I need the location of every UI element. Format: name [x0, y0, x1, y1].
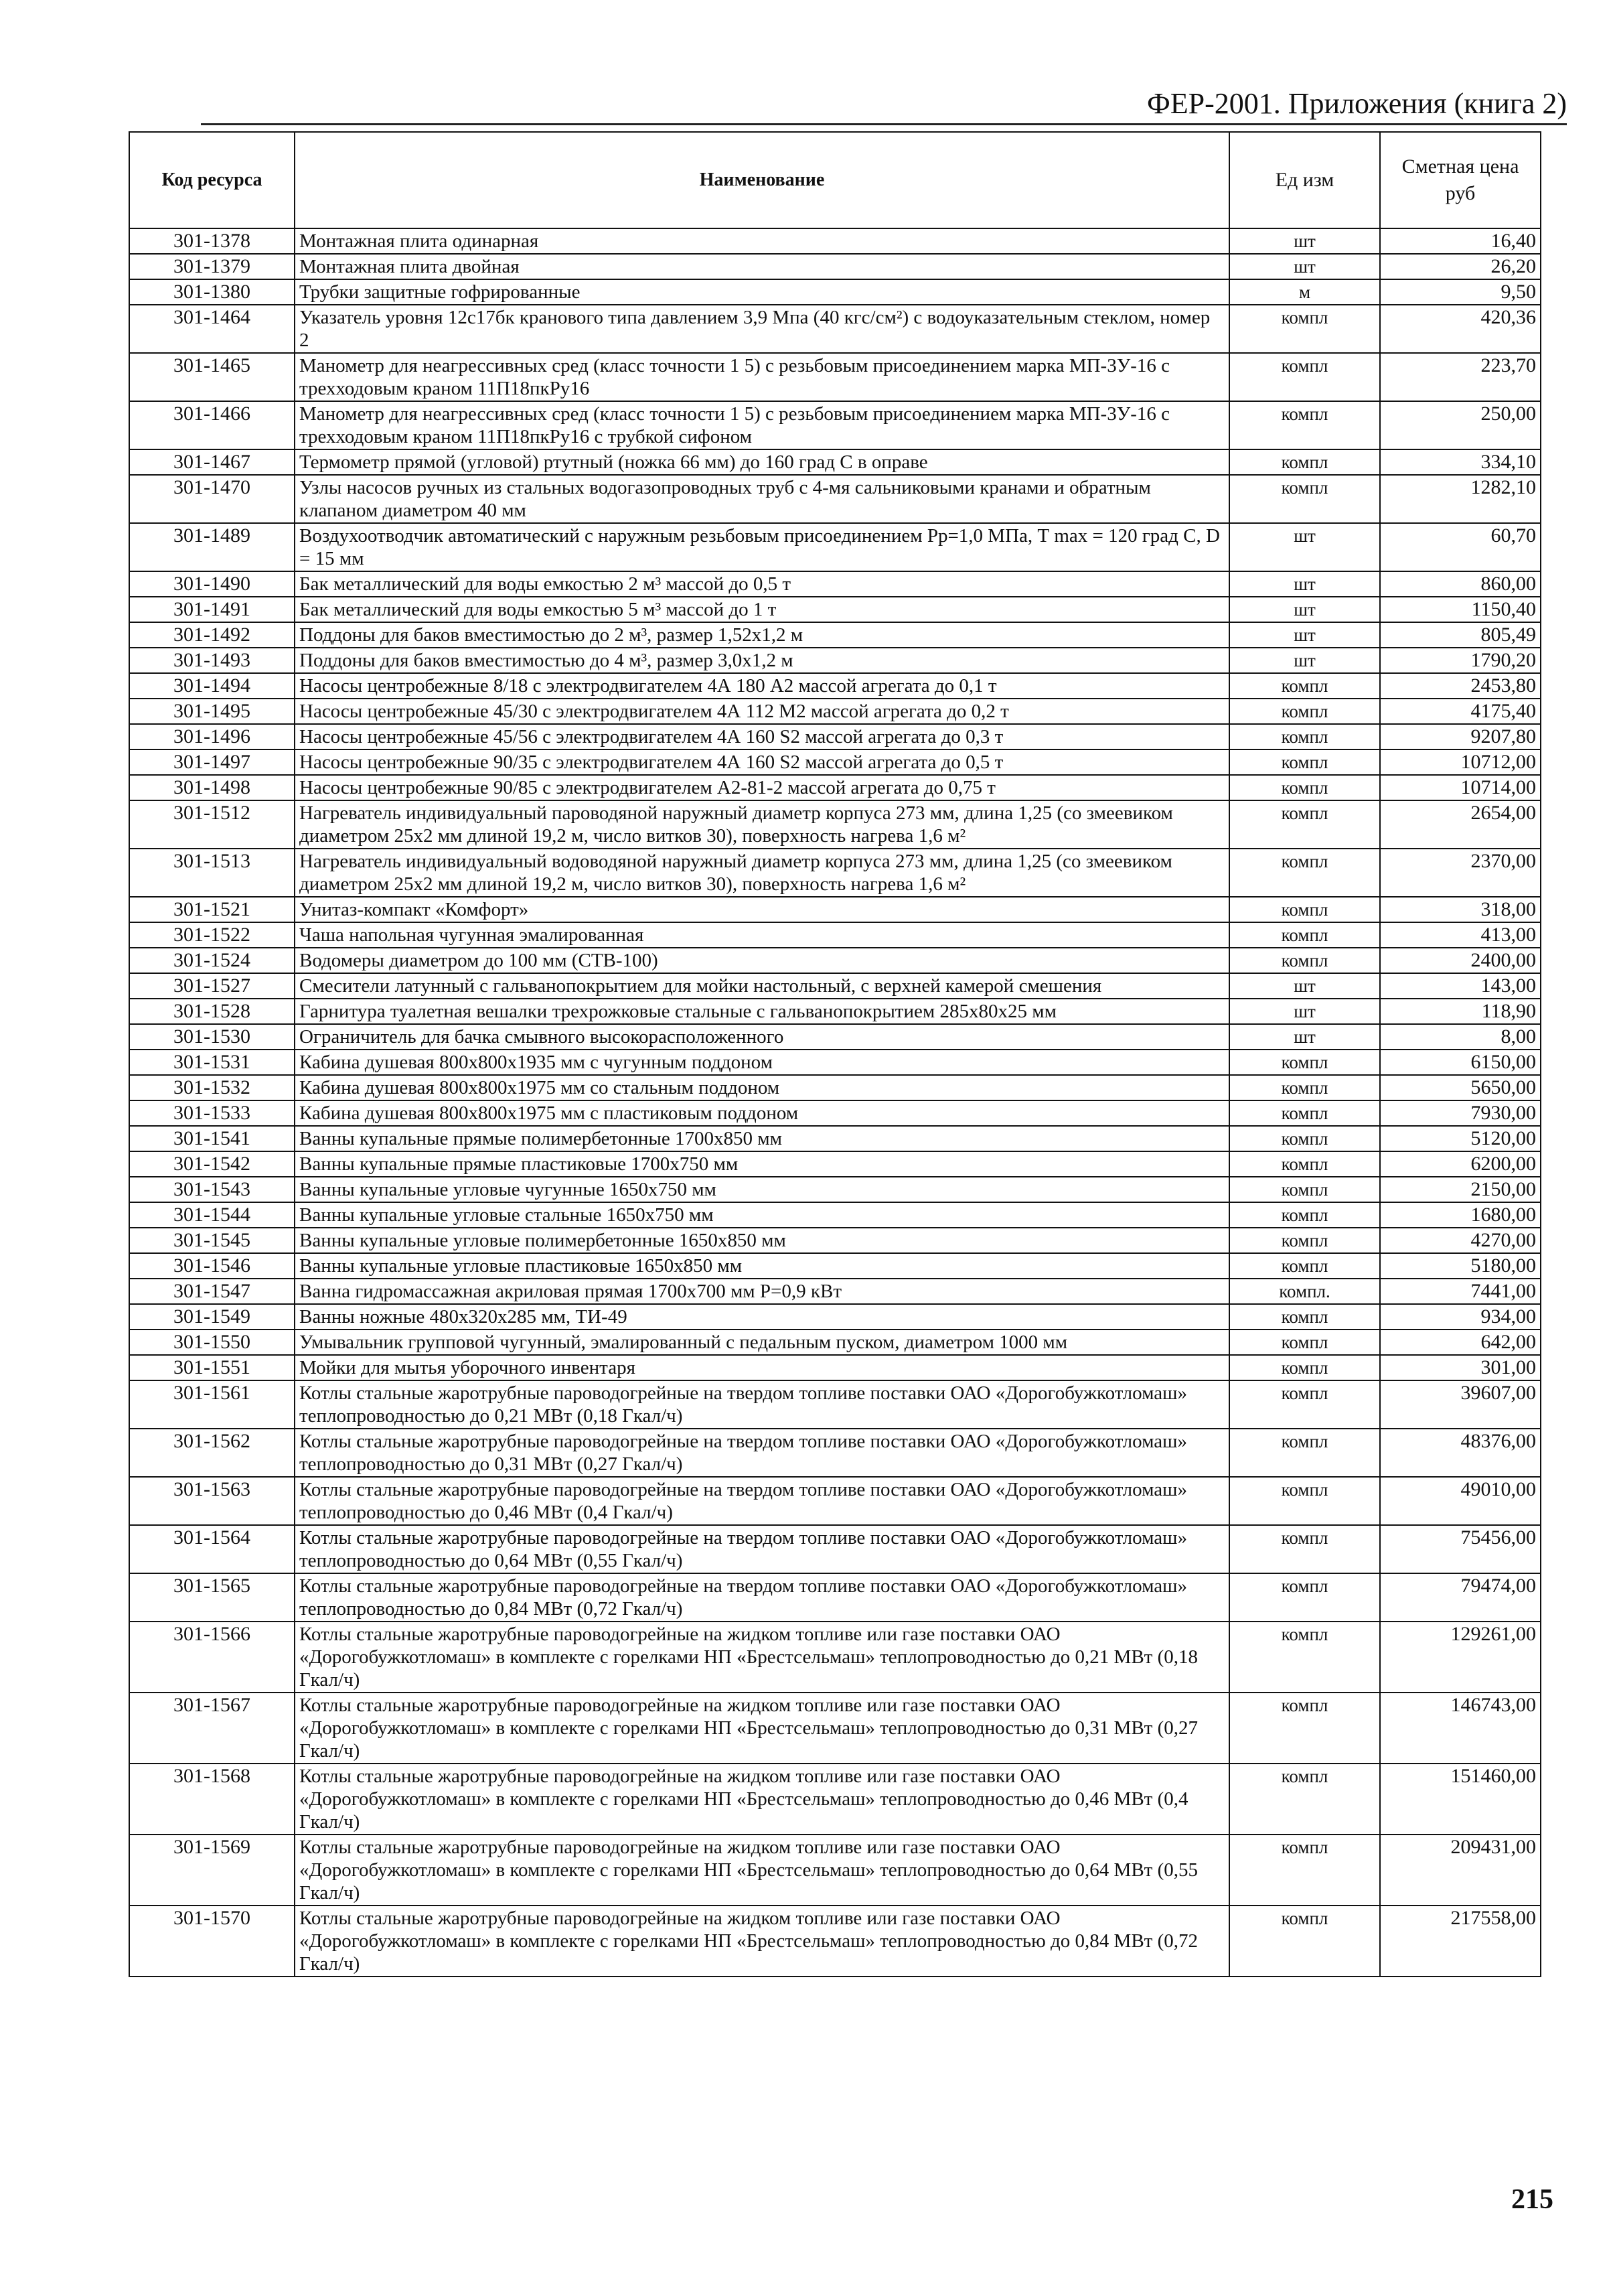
unit-cell: компл: [1229, 922, 1380, 948]
table-row: [129, 922, 1541, 948]
table-row: [129, 1202, 1541, 1228]
unit-cell: компл: [1229, 475, 1380, 523]
resource-name-cell: Узлы насосов ручных из стальных водогазопроводных труб с 4-мя сальниковыми кранами и обратным клапаном диаметром 40 мм: [295, 475, 1229, 523]
unit-cell: компл: [1229, 1126, 1380, 1151]
resource-code-cell: 301-1565: [129, 1573, 295, 1622]
resource-code-cell: 301-1497: [129, 749, 295, 775]
resource-code-cell: 301-1470: [129, 475, 295, 523]
resource-name-cell: Насосы центробежные 45/56 с электродвигателем 4А 160 S2 массой агрегата до 0,3 т: [295, 724, 1229, 749]
resource-code-cell: 301-1563: [129, 1477, 295, 1525]
resource-name-cell: Указатель уровня 12с17бк кранового типа давлением 3,9 Мпа (40 кгс/см²) с водоуказательным стеклом, номер 2: [295, 305, 1229, 353]
resource-name-cell: Нагреватель индивидуальный пароводяной наружный диаметр корпуса 273 мм, длина 1,25 (со змеевиком диаметром 25х2 мм длиной 19,2 м, число витков 30), поверхность нагрева 1,6 м²: [295, 800, 1229, 849]
table-row: [129, 279, 1541, 305]
price-cell: 7441,00: [1380, 1279, 1541, 1304]
resource-code-cell: 301-1570: [129, 1906, 295, 1977]
price-cell: 49010,00: [1380, 1477, 1541, 1525]
resource-code-cell: 301-1531: [129, 1050, 295, 1075]
unit-cell: компл: [1229, 1622, 1380, 1693]
resource-code-cell: 301-1496: [129, 724, 295, 749]
resource-code-cell: 301-1547: [129, 1279, 295, 1304]
resource-code-cell: 301-1465: [129, 353, 295, 401]
resource-code-cell: 301-1521: [129, 897, 295, 922]
table-row: [129, 948, 1541, 973]
resource-name-cell: Поддоны для баков вместимостью до 2 м³, размер 1,52х1,2 м: [295, 622, 1229, 648]
resource-name-cell: Кабина душевая 800х800х1935 мм с чугунным поддоном: [295, 1050, 1229, 1075]
resource-name-cell: Бак металлический для воды емкостью 5 м³ массой до 1 т: [295, 597, 1229, 622]
price-cell: 250,00: [1380, 401, 1541, 449]
table-row: [129, 1906, 1541, 1977]
table-row: [129, 1024, 1541, 1050]
resource-name-cell: Котлы стальные жаротрубные пароводогрейные на жидком топливе или газе поставки ОАО «Дорогобужкотломаш» в комплекте с горелками НП «Брестсельмаш» теплопроводностью до 0,64 МВт (0,55 Гкал/ч): [295, 1835, 1229, 1906]
column-header-unit: Ед изм: [1229, 132, 1380, 228]
resource-code-cell: 301-1464: [129, 305, 295, 353]
table-row: [129, 1764, 1541, 1835]
table-row: [129, 1693, 1541, 1764]
resource-name-cell: Котлы стальные жаротрубные пароводогрейные на твердом топливе поставки ОАО «Дорогобужкотломаш» теплопроводностью до 0,31 МВт (0,27 Гкал/ч): [295, 1429, 1229, 1477]
resource-name-cell: Монтажная плита одинарная: [295, 228, 1229, 254]
price-cell: 151460,00: [1380, 1764, 1541, 1835]
price-cell: 334,10: [1380, 449, 1541, 475]
price-cell: 39607,00: [1380, 1380, 1541, 1429]
resource-code-cell: 301-1466: [129, 401, 295, 449]
price-cell: 1282,10: [1380, 475, 1541, 523]
table-row: [129, 800, 1541, 849]
unit-cell: компл: [1229, 1253, 1380, 1279]
resource-code-cell: 301-1545: [129, 1228, 295, 1253]
resource-code-cell: 301-1533: [129, 1100, 295, 1126]
price-cell: 318,00: [1380, 897, 1541, 922]
resource-code-cell: 301-1467: [129, 449, 295, 475]
price-cell: 6200,00: [1380, 1151, 1541, 1177]
price-cell: 129261,00: [1380, 1622, 1541, 1693]
table-row: [129, 1835, 1541, 1906]
price-cell: 6150,00: [1380, 1050, 1541, 1075]
resource-name-cell: Котлы стальные жаротрубные пароводогрейные на жидком топливе или газе поставки ОАО «Дорогобужкотломаш» в комплекте с горелками НП «Брестсельмаш» теплопроводностью до 0,46 МВт (0,4 Гкал/ч): [295, 1764, 1229, 1835]
price-cell: 8,00: [1380, 1024, 1541, 1050]
resource-code-cell: 301-1495: [129, 699, 295, 724]
resource-name-cell: Манометр для неагрессивных сред (класс точности 1 5) с резьбовым присоединением марка МП-3У-16 с трехходовым краном 11П18пкРу16 с трубкой сифоном: [295, 401, 1229, 449]
table-row: [129, 254, 1541, 279]
column-header-name: Наименование: [295, 132, 1229, 228]
table-row: [129, 897, 1541, 922]
unit-cell: м: [1229, 279, 1380, 305]
resource-code-cell: 301-1562: [129, 1429, 295, 1477]
resource-name-cell: Ванны купальные прямые пластиковые 1700х750 мм: [295, 1151, 1229, 1177]
price-cell: 2400,00: [1380, 948, 1541, 973]
unit-cell: шт: [1229, 999, 1380, 1024]
unit-cell: шт: [1229, 622, 1380, 648]
resource-name-cell: Смесители латунный с гальванопокрытием для мойки настольный, с верхней камерой смешения: [295, 973, 1229, 999]
unit-cell: компл: [1229, 1693, 1380, 1764]
table-row: [129, 1228, 1541, 1253]
resource-name-cell: Ванны ножные 480х320х285 мм, ТИ-49: [295, 1304, 1229, 1330]
resource-code-cell: 301-1492: [129, 622, 295, 648]
table-row: [129, 1380, 1541, 1429]
price-cell: 2150,00: [1380, 1177, 1541, 1202]
unit-cell: компл: [1229, 724, 1380, 749]
resource-code-cell: 301-1543: [129, 1177, 295, 1202]
price-cell: 118,90: [1380, 999, 1541, 1024]
resource-name-cell: Насосы центробежные 45/30 с электродвигателем 4А 112 М2 массой агрегата до 0,2 т: [295, 699, 1229, 724]
price-cell: 2654,00: [1380, 800, 1541, 849]
resource-code-cell: 301-1564: [129, 1525, 295, 1573]
resource-code-cell: 301-1490: [129, 571, 295, 597]
price-cell: 860,00: [1380, 571, 1541, 597]
unit-cell: компл.: [1229, 1279, 1380, 1304]
price-cell: 4270,00: [1380, 1228, 1541, 1253]
page-number: 215: [1511, 2184, 1553, 2215]
table-row: [129, 1177, 1541, 1202]
resource-name-cell: Термометр прямой (угловой) ртутный (ножка 66 мм) до 160 град С в оправе: [295, 449, 1229, 475]
table-row: [129, 523, 1541, 571]
resource-name-cell: Котлы стальные жаротрубные пароводогрейные на твердом топливе поставки ОАО «Дорогобужкотломаш» теплопроводностью до 0,84 МВт (0,72 Гкал/ч): [295, 1573, 1229, 1622]
unit-cell: шт: [1229, 973, 1380, 999]
price-cell: 223,70: [1380, 353, 1541, 401]
resource-code-cell: 301-1379: [129, 254, 295, 279]
resource-code-cell: 301-1528: [129, 999, 295, 1024]
price-cell: 16,40: [1380, 228, 1541, 254]
price-cell: 642,00: [1380, 1330, 1541, 1355]
resource-code-cell: 301-1550: [129, 1330, 295, 1355]
price-cell: 26,20: [1380, 254, 1541, 279]
table-row: [129, 353, 1541, 401]
resource-code-cell: 301-1491: [129, 597, 295, 622]
resource-name-cell: Гарнитура туалетная вешалки трехрожковые стальные с гальванопокрытием 285х80х25 мм: [295, 999, 1229, 1024]
unit-cell: компл: [1229, 775, 1380, 800]
header-rule: [201, 123, 1567, 125]
unit-cell: шт: [1229, 228, 1380, 254]
resource-code-cell: 301-1378: [129, 228, 295, 254]
resource-name-cell: Умывальник групповой чугунный, эмалированный с педальным пуском, диаметром 1000 мм: [295, 1330, 1229, 1355]
resource-name-cell: Ванна гидромассажная акриловая прямая 1700х700 мм Р=0,9 кВт: [295, 1279, 1229, 1304]
price-cell: 413,00: [1380, 922, 1541, 948]
unit-cell: компл: [1229, 849, 1380, 897]
resource-name-cell: Насосы центробежные 90/85 с электродвигателем А2-81-2 массой агрегата до 0,75 т: [295, 775, 1229, 800]
price-cell: 2370,00: [1380, 849, 1541, 897]
table-row: [129, 1573, 1541, 1622]
table-row: [129, 1429, 1541, 1477]
resource-code-cell: 301-1551: [129, 1355, 295, 1380]
price-cell: 209431,00: [1380, 1835, 1541, 1906]
table-row: [129, 1075, 1541, 1100]
unit-cell: шт: [1229, 597, 1380, 622]
price-cell: 5120,00: [1380, 1126, 1541, 1151]
resource-code-cell: 301-1498: [129, 775, 295, 800]
resource-code-cell: 301-1489: [129, 523, 295, 571]
resource-code-cell: 301-1527: [129, 973, 295, 999]
table-row: [129, 648, 1541, 673]
resource-code-cell: 301-1561: [129, 1380, 295, 1429]
table-body: [129, 228, 1541, 1977]
price-cell: 1790,20: [1380, 648, 1541, 673]
table-row: [129, 571, 1541, 597]
price-cell: 146743,00: [1380, 1693, 1541, 1764]
resource-name-cell: Котлы стальные жаротрубные пароводогрейные на твердом топливе поставки ОАО «Дорогобужкотломаш» теплопроводностью до 0,46 МВт (0,4 Гкал/ч): [295, 1477, 1229, 1525]
price-cell: 5180,00: [1380, 1253, 1541, 1279]
resource-code-cell: 301-1524: [129, 948, 295, 973]
resource-name-cell: Трубки защитные гофрированные: [295, 279, 1229, 305]
table-row: [129, 673, 1541, 699]
price-cell: 1680,00: [1380, 1202, 1541, 1228]
unit-cell: шт: [1229, 1024, 1380, 1050]
unit-cell: шт: [1229, 648, 1380, 673]
table-header-row: [129, 132, 1541, 228]
resource-name-cell: Котлы стальные жаротрубные пароводогрейные на твердом топливе поставки ОАО «Дорогобужкотломаш» теплопроводностью до 0,21 МВт (0,18 Гкал/ч): [295, 1380, 1229, 1429]
price-cell: 805,49: [1380, 622, 1541, 648]
price-cell: 5650,00: [1380, 1075, 1541, 1100]
unit-cell: компл: [1229, 1177, 1380, 1202]
unit-cell: компл: [1229, 1100, 1380, 1126]
unit-cell: компл: [1229, 749, 1380, 775]
resource-code-cell: 301-1532: [129, 1075, 295, 1100]
unit-cell: шт: [1229, 523, 1380, 571]
unit-cell: компл: [1229, 1050, 1380, 1075]
resource-name-cell: Ванны купальные угловые пластиковые 1650х850 мм: [295, 1253, 1229, 1279]
unit-cell: компл: [1229, 1764, 1380, 1835]
resource-code-cell: 301-1380: [129, 279, 295, 305]
resource-name-cell: Нагреватель индивидуальный водоводяной наружный диаметр корпуса 273 мм, длина 1,25 (со змеевиком диаметром 25х2 мм длиной 19,2 м, число витков 30), поверхность нагрева 1,6 м²: [295, 849, 1229, 897]
table-row: [129, 1355, 1541, 1380]
table-row: [129, 749, 1541, 775]
price-cell: 7930,00: [1380, 1100, 1541, 1126]
table-row: [129, 597, 1541, 622]
unit-cell: компл: [1229, 1304, 1380, 1330]
unit-cell: компл: [1229, 1355, 1380, 1380]
resource-name-cell: Насосы центробежные 90/35 с электродвигателем 4А 160 S2 массой агрегата до 0,5 т: [295, 749, 1229, 775]
resource-name-cell: Водомеры диаметром до 100 мм (СТВ-100): [295, 948, 1229, 973]
price-cell: 2453,80: [1380, 673, 1541, 699]
resource-code-cell: 301-1567: [129, 1693, 295, 1764]
resource-code-cell: 301-1568: [129, 1764, 295, 1835]
table-row: [129, 475, 1541, 523]
unit-cell: компл: [1229, 1525, 1380, 1573]
unit-cell: компл: [1229, 1151, 1380, 1177]
unit-cell: компл: [1229, 1573, 1380, 1622]
table-row: [129, 1253, 1541, 1279]
unit-cell: компл: [1229, 1477, 1380, 1525]
table-row: [129, 305, 1541, 353]
resource-name-cell: Ванны купальные прямые полимербетонные 1700х850 мм: [295, 1126, 1229, 1151]
resource-code-cell: 301-1549: [129, 1304, 295, 1330]
page-header-title: ФЕР-2001. Приложения (книга 2): [1147, 87, 1567, 120]
unit-cell: компл: [1229, 948, 1380, 973]
column-header-price: Сметная цена руб: [1380, 132, 1541, 228]
unit-cell: компл: [1229, 1380, 1380, 1429]
table-row: [129, 775, 1541, 800]
column-header-code: Код ресурса: [129, 132, 295, 228]
unit-cell: компл: [1229, 1906, 1380, 1977]
price-cell: 301,00: [1380, 1355, 1541, 1380]
table-row: [129, 1304, 1541, 1330]
resource-code-cell: 301-1541: [129, 1126, 295, 1151]
table-row: [129, 1151, 1541, 1177]
resource-name-cell: Воздухоотводчик автоматический с наружным резьбовым присоединением Рр=1,0 МПа, Т max = 120 град С, D = 15 мм: [295, 523, 1229, 571]
unit-cell: компл: [1229, 1330, 1380, 1355]
resource-code-cell: 301-1512: [129, 800, 295, 849]
unit-cell: компл: [1229, 1835, 1380, 1906]
resource-name-cell: Ванны купальные угловые полимербетонные 1650х850 мм: [295, 1228, 1229, 1253]
unit-cell: компл: [1229, 449, 1380, 475]
unit-cell: компл: [1229, 1228, 1380, 1253]
price-cell: 934,00: [1380, 1304, 1541, 1330]
table-row: [129, 999, 1541, 1024]
price-cell: 420,36: [1380, 305, 1541, 353]
unit-cell: шт: [1229, 571, 1380, 597]
table-row: [129, 1100, 1541, 1126]
resource-name-cell: Ванны купальные угловые стальные 1650х750 мм: [295, 1202, 1229, 1228]
unit-cell: компл: [1229, 401, 1380, 449]
table-row: [129, 449, 1541, 475]
resource-name-cell: Унитаз-компакт «Комфорт»: [295, 897, 1229, 922]
table-row: [129, 699, 1541, 724]
resource-name-cell: Ванны купальные угловые чугунные 1650х750 мм: [295, 1177, 1229, 1202]
resource-name-cell: Котлы стальные жаротрубные пароводогрейные на жидком топливе или газе поставки ОАО «Дорогобужкотломаш» в комплекте с горелками НП «Брестсельмаш» теплопроводностью до 0,31 МВт (0,27 Гкал/ч): [295, 1693, 1229, 1764]
price-cell: 48376,00: [1380, 1429, 1541, 1477]
price-cell: 10714,00: [1380, 775, 1541, 800]
resource-name-cell: Манометр для неагрессивных сред (класс точности 1 5) с резьбовым присоединением марка МП-3У-16 с трехходовым краном 11П18пкРу16: [295, 353, 1229, 401]
price-cell: 9,50: [1380, 279, 1541, 305]
table-row: [129, 401, 1541, 449]
price-cell: 60,70: [1380, 523, 1541, 571]
resource-name-cell: Котлы стальные жаротрубные пароводогрейные на жидком топливе или газе поставки ОАО «Дорогобужкотломаш» в комплекте с горелками НП «Брестсельмаш» теплопроводностью до 0,21 МВт (0,18 Гкал/ч): [295, 1622, 1229, 1693]
resource-name-cell: Бак металлический для воды емкостью 2 м³ массой до 0,5 т: [295, 571, 1229, 597]
resource-name-cell: Котлы стальные жаротрубные пароводогрейные на твердом топливе поставки ОАО «Дорогобужкотломаш» теплопроводностью до 0,64 МВт (0,55 Гкал/ч): [295, 1525, 1229, 1573]
resource-code-cell: 301-1566: [129, 1622, 295, 1693]
unit-cell: компл: [1229, 1075, 1380, 1100]
table-row: [129, 973, 1541, 999]
table-row: [129, 1477, 1541, 1525]
table-row: [129, 1050, 1541, 1075]
price-cell: 1150,40: [1380, 597, 1541, 622]
resource-name-cell: Кабина душевая 800х800х1975 мм с пластиковым поддоном: [295, 1100, 1229, 1126]
resource-code-cell: 301-1544: [129, 1202, 295, 1228]
table-row: [129, 1279, 1541, 1304]
resource-code-cell: 301-1493: [129, 648, 295, 673]
table-row: [129, 1330, 1541, 1355]
unit-cell: шт: [1229, 254, 1380, 279]
resource-code-cell: 301-1494: [129, 673, 295, 699]
unit-cell: компл: [1229, 305, 1380, 353]
unit-cell: компл: [1229, 673, 1380, 699]
resource-code-cell: 301-1522: [129, 922, 295, 948]
resource-name-cell: Мойки для мытья уборочного инвентаря: [295, 1355, 1229, 1380]
unit-cell: компл: [1229, 897, 1380, 922]
resource-name-cell: Ограничитель для бачка смывного высокорасположенного: [295, 1024, 1229, 1050]
price-cell: 79474,00: [1380, 1573, 1541, 1622]
resource-name-cell: Чаша напольная чугунная эмалированная: [295, 922, 1229, 948]
price-table: [129, 131, 1541, 1977]
resource-name-cell: Монтажная плита двойная: [295, 254, 1229, 279]
resource-name-cell: Кабина душевая 800х800х1975 мм со стальным поддоном: [295, 1075, 1229, 1100]
price-cell: 10712,00: [1380, 749, 1541, 775]
unit-cell: компл: [1229, 1202, 1380, 1228]
table-row: [129, 849, 1541, 897]
table-row: [129, 724, 1541, 749]
unit-cell: компл: [1229, 800, 1380, 849]
table-row: [129, 1525, 1541, 1573]
unit-cell: компл: [1229, 1429, 1380, 1477]
price-cell: 9207,80: [1380, 724, 1541, 749]
resource-code-cell: 301-1530: [129, 1024, 295, 1050]
resource-name-cell: Насосы центробежные 8/18 с электродвигателем 4А 180 А2 массой агрегата до 0,1 т: [295, 673, 1229, 699]
unit-cell: компл: [1229, 353, 1380, 401]
table-row: [129, 228, 1541, 254]
price-cell: 217558,00: [1380, 1906, 1541, 1977]
table-row: [129, 622, 1541, 648]
resource-code-cell: 301-1542: [129, 1151, 295, 1177]
price-cell: 75456,00: [1380, 1525, 1541, 1573]
resource-code-cell: 301-1513: [129, 849, 295, 897]
price-cell: 143,00: [1380, 973, 1541, 999]
table-row: [129, 1622, 1541, 1693]
resource-name-cell: Котлы стальные жаротрубные пароводогрейные на жидком топливе или газе поставки ОАО «Дорогобужкотломаш» в комплекте с горелками НП «Брестсельмаш» теплопроводностью до 0,84 МВт (0,72 Гкал/ч): [295, 1906, 1229, 1977]
table-row: [129, 1126, 1541, 1151]
price-cell: 4175,40: [1380, 699, 1541, 724]
resource-code-cell: 301-1569: [129, 1835, 295, 1906]
resource-code-cell: 301-1546: [129, 1253, 295, 1279]
resource-name-cell: Поддоны для баков вместимостью до 4 м³, размер 3,0х1,2 м: [295, 648, 1229, 673]
unit-cell: компл: [1229, 699, 1380, 724]
table-header: [129, 132, 1541, 228]
